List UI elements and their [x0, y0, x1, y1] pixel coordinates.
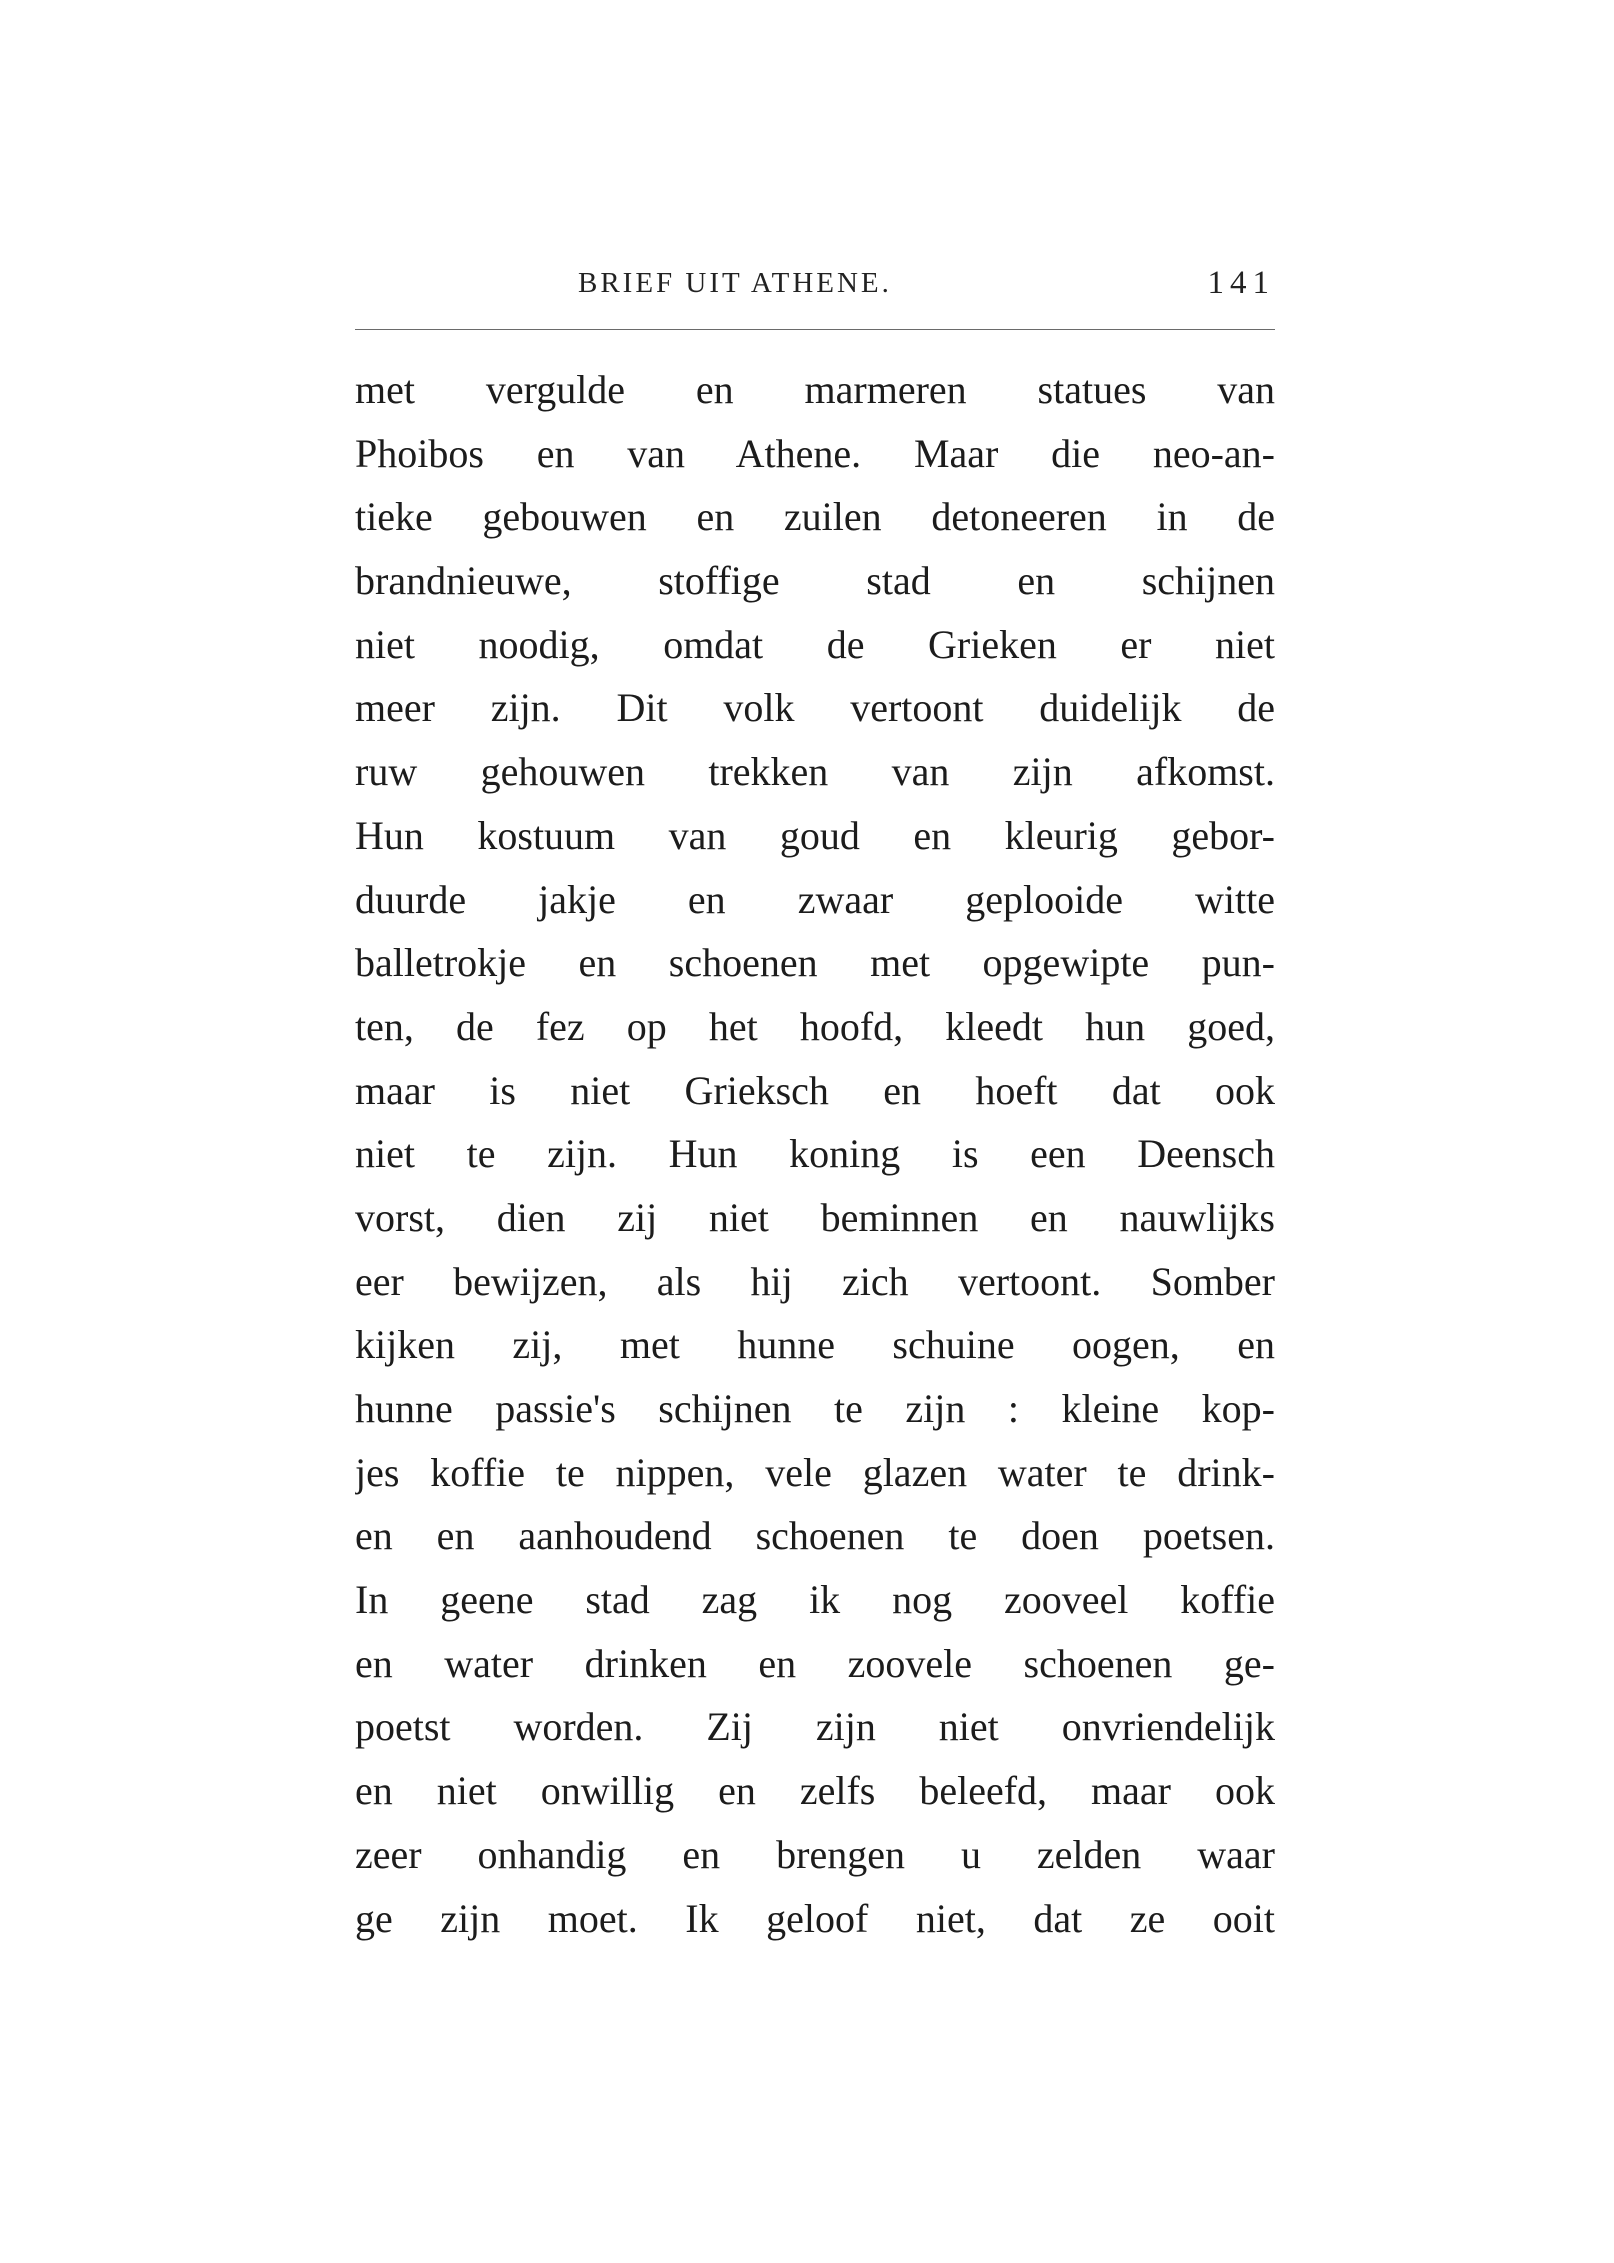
text-line: ruw gehouwen trekken van zijn afkomst.: [355, 749, 1275, 795]
header-rule: [355, 329, 1275, 330]
text-line: en niet onwillig en zelfs beleefd, maar ook: [355, 1768, 1275, 1814]
text-line: hunne passie's schijnen te zijn : kleine kop-: [355, 1386, 1275, 1431]
text-line: brandnieuwe, stoffige stad en schijnen: [355, 558, 1275, 604]
body-text: [355, 358, 1275, 1950]
text-line: maar is niet Grieksch en hoeft dat ook: [355, 1067, 1275, 1113]
page-number: 141: [1207, 265, 1275, 301]
text-line: vorst, dien zij niet beminnen en nauwlijks: [355, 1194, 1275, 1240]
text-line: balletrokje en schoenen met opgewipte pun-: [355, 940, 1275, 986]
text-line: ten, de fez op het hoofd, kleedt hun goed,: [355, 1003, 1275, 1049]
text-line: poetst worden. Zij zijn niet onvriendelijk: [355, 1704, 1275, 1750]
text-line: met vergulde en marmeren statues van: [355, 367, 1275, 412]
text-line: jes koffie te nippen, vele glazen water te drink-: [355, 1449, 1275, 1495]
text-line: en water drinken en zoovele schoenen ge-: [355, 1640, 1275, 1686]
text-line: kijken zij, met hunne schuine oogen, en: [355, 1322, 1275, 1368]
text-line: ge zijn moet. Ik geloof niet, dat ze ooit: [355, 1895, 1275, 1941]
text-line: meer zijn. Dit volk vertoont duidelijk de: [355, 685, 1275, 731]
text-line: Hun kostuum van goud en kleurig gebor-: [355, 812, 1275, 858]
running-title: BRIEF UIT ATHENE.: [578, 267, 892, 299]
text-line: eer bewijzen, als hij zich vertoont. Somber: [355, 1258, 1275, 1304]
text-line: duurde jakje en zwaar geplooide witte: [355, 876, 1275, 922]
text-line: Phoibos en van Athene. Maar die neo-an-: [355, 430, 1275, 476]
text-line: zeer onhandig en brengen u zelden waar: [355, 1831, 1275, 1877]
text-line: en en aanhoudend schoenen te doen poetsen.: [355, 1513, 1275, 1559]
running-head: [355, 258, 1275, 308]
text-line: tieke gebouwen en zuilen detoneeren in de: [355, 494, 1275, 540]
text-line: In geene stad zag ik nog zooveel koffie: [355, 1577, 1275, 1623]
text-line: niet te zijn. Hun koning is een Deensch: [355, 1131, 1275, 1177]
text-line: niet noodig, omdat de Grieken er niet: [355, 621, 1275, 667]
